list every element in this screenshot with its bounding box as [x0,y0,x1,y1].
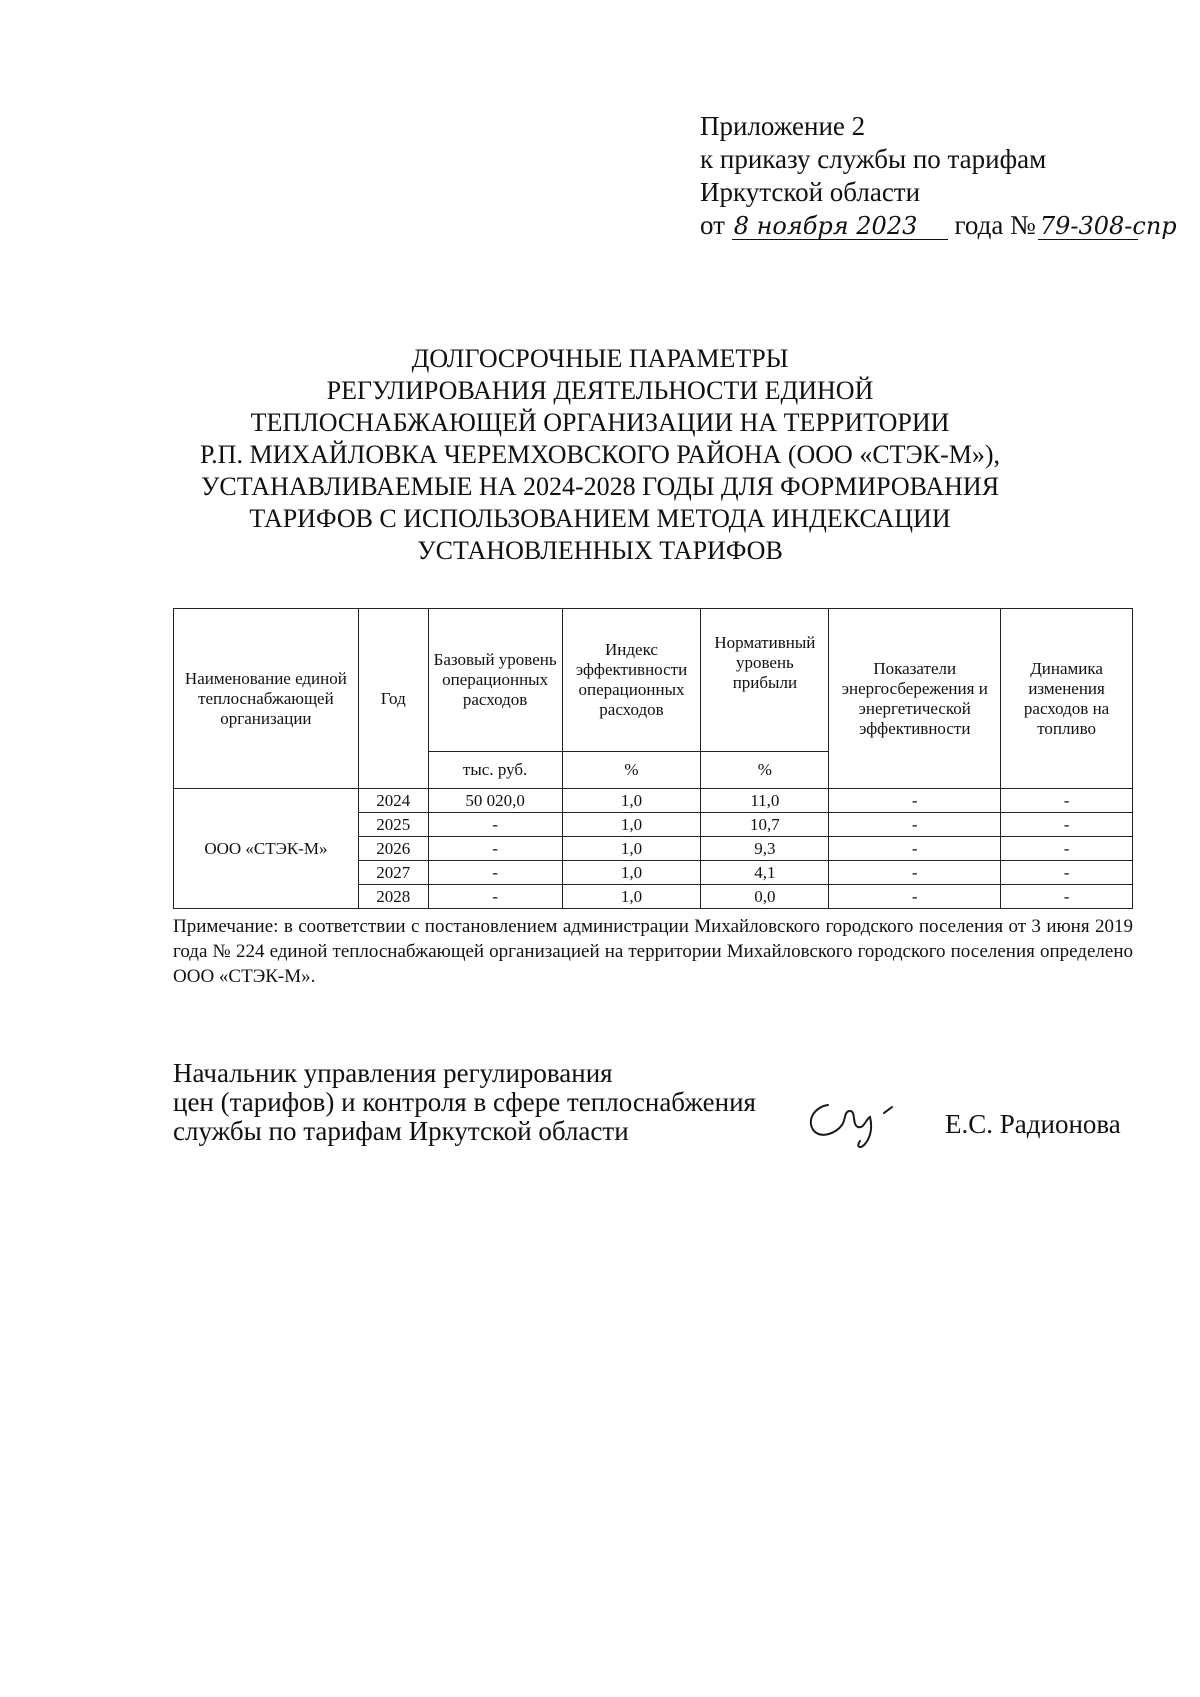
table-cell: 0,0 [701,885,829,909]
header-fuel-dynamics: Динамика изменения расходов на топливо [1001,609,1133,789]
position-line: службы по тарифам Иркутской области [173,1116,629,1146]
table-row [174,789,1133,813]
unit-cell: % [562,752,701,789]
table-cell: - [829,885,1001,909]
table-cell: - [428,813,562,837]
table-cell: - [1001,813,1133,837]
signer-name: Е.С. Радионова [945,1109,1121,1139]
title-line: ДОЛГОСРОЧНЫЕ ПАРАМЕТРЫ [411,344,789,373]
table-cell: 2026 [358,837,428,861]
header-year: Год [358,609,428,789]
attachment-line-3: Иркутской области [700,177,921,207]
unit-cell: тыс. руб. [428,752,562,789]
table-cell: - [1001,837,1133,861]
title-line: Р.П. МИХАЙЛОВКА ЧЕРЕМХОВСКОГО РАЙОНА (ООО «СТЭК-М»), [199,440,1001,469]
table-cell: 2028 [358,885,428,909]
table-cell: 1,0 [562,837,701,861]
header-base-opex: Базовый уровень операционных расходов [428,609,562,752]
table-cell: 10,7 [701,813,829,837]
table-cell: 9,3 [701,837,829,861]
table-cell: 50 020,0 [428,789,562,813]
table-cell: 11,0 [701,789,829,813]
header-efficiency-index: Индекс эффективности операционных расходов [562,609,701,752]
attachment-date-line [700,209,1177,242]
title-line: ТЕПЛОСНАБЖАЮЩЕЙ ОРГАНИЗАЦИИ НА ТЕРРИТОРИИ [250,408,950,437]
table-cell: - [428,885,562,909]
attachment-line-1: Приложение 2 [700,111,866,141]
handwritten-date: 8 ноября 2023 [732,213,948,240]
header-energy-saving: Показатели энергосбережения и энергетической эффективности [829,609,1001,789]
title-line: УСТАНОВЛЕННЫХ ТАРИФОВ [417,536,783,565]
table-cell: - [428,837,562,861]
table-cell: - [829,837,1001,861]
document-title [150,343,1050,567]
table-cell: 2025 [358,813,428,837]
header-profit-level: Нормативный уровень прибыли [701,609,829,752]
attachment-header [700,110,1177,242]
note-paragraph: Примечание: в соответствии с постановлением администрации Михайловского городского поселения от 3 июня 2019 года № 224 единой теплоснабжающей организацией на территории Михайловского городского поселения определено ООО «СТЭК-М». [173,916,1133,987]
table-header-row [174,609,1133,752]
signatory-position [173,1059,756,1146]
table-cell: 1,0 [562,813,701,837]
table-cell: - [1001,885,1133,909]
parameters-table [173,608,1133,909]
table-cell: 1,0 [562,861,701,885]
from-label: от [700,210,725,240]
header-organization: Наименование единой теплоснабжающей организации [174,609,359,789]
table-cell: - [829,861,1001,885]
handwritten-order-number: 79-308-спр [1039,212,1177,240]
title-line: ТАРИФОВ С ИСПОЛЬЗОВАНИЕМ МЕТОДА ИНДЕКСАЦИИ [249,504,951,533]
table-cell: 1,0 [562,885,701,909]
table-cell: 2024 [358,789,428,813]
table-cell: 2027 [358,861,428,885]
attachment-line-2: к приказу службы по тарифам [700,144,1047,174]
unit-cell: % [701,752,829,789]
organization-cell: ООО «СТЭК-М» [174,789,359,909]
position-line: цен (тарифов) и контроля в сфере теплоснабжения [173,1087,756,1117]
table-cell: - [428,861,562,885]
title-line: РЕГУЛИРОВАНИЯ ДЕЯТЕЛЬНОСТИ ЕДИНОЙ [326,376,874,405]
table-cell: 1,0 [562,789,701,813]
handwritten-signature [800,1085,910,1155]
table-cell: - [1001,789,1133,813]
table-cell: - [1001,861,1133,885]
table-cell: 4,1 [701,861,829,885]
table-cell: - [829,789,1001,813]
title-line: УСТАНАВЛИВАЕМЫЕ НА 2024-2028 ГОДЫ ДЛЯ ФОРМИРОВАНИЯ [200,472,1000,501]
year-number-label: года № [954,210,1036,240]
table-cell: - [829,813,1001,837]
position-line: Начальник управления регулирования [173,1058,613,1088]
